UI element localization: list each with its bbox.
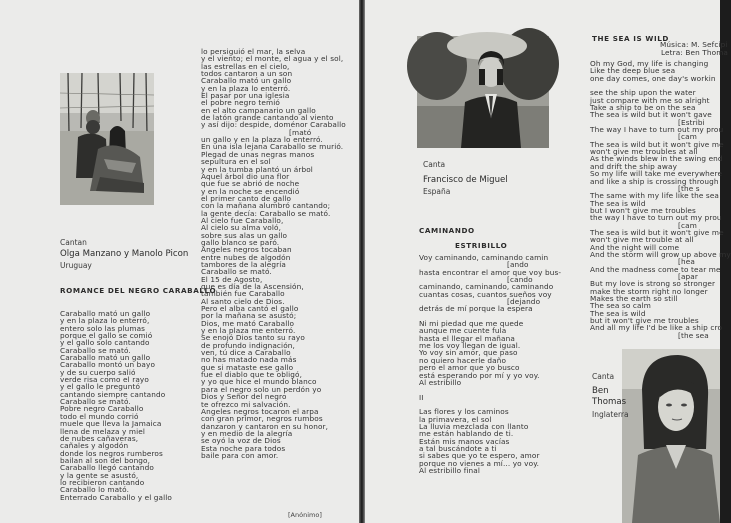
song-title-2: THE SEA IS WILD: [592, 34, 669, 43]
lyric-line: cuantas cosas, cuantos sueños voy: [419, 289, 552, 299]
lyric-line: de latón grande cantando al viento: [201, 113, 334, 123]
lyric-line: Caraballo lo mató.: [60, 485, 130, 495]
lyric-line: cañales y algodón: [60, 441, 129, 451]
lyric-line: verde risa como el rayo: [60, 375, 149, 385]
lyric-line: and drift the ship away: [590, 161, 678, 171]
performer2-first: Ben: [592, 386, 609, 396]
lyric-line: Take a ship to be on the sea: [590, 103, 696, 113]
lyric-line: Pobre negro Caraballo: [60, 404, 144, 414]
lyric-line: but I won't give me troubles: [590, 205, 696, 215]
lyric-line: make the storm right no longer: [590, 286, 708, 296]
lyric-line: entero solo las plumas: [60, 323, 146, 333]
left-page: [0, 0, 359, 523]
lyric-line: todos cantaron a un son: [201, 69, 293, 79]
lyric-line: no quiero hacerle daño: [419, 355, 507, 365]
lyric-line: see the ship upon the water: [590, 88, 696, 98]
lyric-line: todo el mundo corrió: [60, 411, 139, 421]
lyric-line: won't give me trouble at all: [590, 235, 694, 245]
singer-photo-2: [622, 349, 720, 523]
lyric-line: [Estribi: [678, 117, 705, 127]
lyric-line: El 15 de Agosto,: [201, 274, 263, 284]
lyric-line: La lluvia mezclada con llanto: [419, 421, 529, 431]
lyric-line: Caraballo montó un bayo: [60, 360, 156, 370]
lyric-line: aunque me cuente fula: [419, 326, 507, 336]
caption2-label: Canta: [592, 372, 615, 381]
lyric-line: fue el diablo que te obligó,: [201, 370, 303, 380]
lyric-line: donde los negros rumberos: [60, 448, 163, 458]
lyric-line: entre nubes de algodón: [201, 252, 291, 262]
lyric-line: The same with my life like the sea: [590, 191, 720, 201]
lyric-line: Voy caminando, caminando camin: [419, 253, 549, 262]
lyric-line: si sabes que yo te espero, amor: [419, 451, 540, 461]
lyric-line: cantando siempre cantando: [60, 389, 166, 399]
lyric-line: And the night will come: [590, 242, 680, 252]
lyrics-column-1: [60, 310, 172, 501]
lyric-line: and like a ship is crossing through: [590, 176, 719, 186]
lyric-line: hasta el llegar el mañana: [419, 333, 515, 343]
lyric-line: Al estribillo: [419, 377, 462, 387]
performer-country: Uruguay: [60, 261, 92, 270]
lyric-line: [hea: [678, 257, 695, 267]
lyric-line: won't give me troubles at all: [590, 147, 698, 157]
lyric-line: [419, 386, 561, 393]
lyric-line: [apar: [678, 271, 699, 281]
lyric-line: the way I have to turn out my prou: [590, 213, 722, 223]
lyric-line: sepultura en el sol: [201, 157, 271, 167]
lyric-line: está esperando por mí y yo voy.: [419, 370, 540, 380]
duo-photo: [60, 73, 154, 205]
lyric-line: [dejando: [507, 297, 541, 307]
lyric-line: y en la plaza me enterró.: [201, 326, 296, 336]
lyric-line: Yo voy sin amor, que paso: [419, 348, 518, 358]
lyrics-column-2: [590, 60, 731, 339]
lyric-line: Dios, me mató Caraballo: [201, 318, 295, 328]
lyric-line: The sea is wild but it won't give me: [590, 139, 724, 149]
lyric-line: The sea is wild: [590, 198, 646, 208]
lyric-line: pero el amor que yo busco: [419, 363, 520, 373]
lyric-line: Al cielo fue Caraballo,: [201, 215, 284, 225]
lyrics-column-2: [201, 48, 346, 459]
lyric-line: Al santo cielo de Dios.: [201, 296, 285, 306]
lyric-line: ven, tú dice a Caraballo: [201, 348, 291, 358]
lyric-line: [cam: [678, 220, 697, 230]
lyric-line: As the winds blew in the swing end: [590, 154, 723, 164]
lyric-line: one day comes, one day's workin: [590, 73, 716, 83]
performer2-last: Thomas: [592, 397, 627, 407]
lyric-line: con la mañana alumbró cantando;: [201, 201, 331, 211]
lyric-line: y el gallo le preguntó: [60, 382, 141, 392]
lyric-line: Caraballo mató un gallo: [60, 353, 151, 363]
lyric-line: la gente decía: Caraballo se mató.: [201, 208, 331, 218]
right-page: [365, 0, 731, 523]
lyric-line: But my love is strong so stronger: [590, 279, 716, 289]
lyric-line: lo persiguió el mar, la selva: [201, 47, 306, 56]
caption-label: Cantan: [60, 238, 87, 247]
lyric-line: but it won't give me troubles: [590, 316, 699, 326]
lyric-line: The sea is wild: [590, 308, 646, 318]
lyric-line: a tal buscándote a ti: [419, 443, 497, 453]
credit-music: Música: M. Sefcipi: [660, 40, 728, 49]
lyric-line: Dios y Señor del negro: [201, 392, 287, 402]
lyric-line: y el gallo solo cantando: [60, 338, 150, 348]
lyric-line: Caraballo se mató.: [201, 267, 272, 277]
lyric-line: baile para con amor.: [201, 450, 279, 460]
lyric-line: Caraballo se mató.: [60, 345, 131, 355]
lyric-line: lo recibieron cantando: [60, 477, 145, 487]
lyric-line: y en la tumba plantó un árbol: [201, 164, 313, 174]
lyrics-column-1: [419, 254, 561, 474]
lyric-line: Oh my God, my life is changing: [590, 59, 709, 68]
performer2-country: Inglaterra: [592, 410, 629, 419]
lyric-line: Makes the earth so still: [590, 294, 678, 303]
lyric-line: y en la plaza lo enterró.: [201, 83, 291, 93]
lyric-line: And the madness come to tear me: [590, 264, 721, 274]
lyric-line: Al estribillo final: [419, 465, 481, 475]
lyric-line: sobre sus alas un gallo: [201, 230, 288, 240]
lyric-line: me están hablando de ti.: [419, 429, 514, 439]
performer-country: España: [423, 187, 451, 196]
lyric-line: no has matado nada más: [201, 355, 297, 365]
lyric-line: II: [419, 392, 424, 402]
lyric-line: The sea is wild but it won't give me: [590, 227, 724, 237]
lyric-line: Pero el alba cantó el gallo: [201, 304, 299, 314]
lyric-line: Ni mi piedad que me quede: [419, 319, 524, 329]
lyric-line: Like the deep blue sea: [590, 66, 676, 76]
lyric-line: Angeles negros tocaban: [201, 245, 292, 255]
lyric-line: El pasar por una iglesia: [201, 91, 290, 101]
lyric-line: muele que lleva la Jamaica: [60, 419, 162, 429]
lyric-line: Caraballo se mató.: [60, 397, 131, 407]
lyric-line: The way I have to turn out my prou: [590, 125, 724, 135]
lyric-line: gallo blanco se paró.: [201, 237, 280, 247]
lyric-line: me los voy llegan de igual.: [419, 341, 521, 351]
lyric-line: Caraballo mató un gallo: [60, 309, 151, 318]
lyric-line: Angeles negros tocaron el arpa: [201, 406, 319, 416]
lyric-line: Plegad de unas negras manos: [201, 149, 315, 159]
lyric-line: se oyó la voz de Dios: [201, 436, 281, 446]
lyric-line: con gran primor, negros rumbos: [201, 414, 323, 424]
lyric-line: [mató: [289, 127, 312, 137]
performer-name: Olga Manzano y Manolo Picon: [60, 249, 189, 259]
chorus-heading: ESTRIBILLO: [455, 241, 508, 250]
lyric-line: y el viento; el monte, el agua y el sol,: [201, 54, 344, 64]
lyric-line: [cando: [507, 275, 533, 285]
singer-photo-1: [417, 36, 549, 148]
lyric-line: Esta noche para todos: [201, 443, 286, 453]
lyric-line: [ando: [507, 260, 529, 270]
lyric-line: Caraballo mató un gallo: [201, 76, 292, 86]
lyric-line: en el alto campanario un gallo: [201, 105, 316, 115]
lyric-line: que fue se abrió de noche: [201, 179, 300, 189]
lyric-line: bailan al son del bongo,: [60, 455, 151, 465]
lyric-line: detrás de mí porque la espera: [419, 304, 533, 314]
lyric-line: y la gente se asustó,: [60, 470, 139, 480]
lyric-line: porque no vienes a mí... yo voy.: [419, 458, 540, 468]
credit-lyrics: Letra: Ben Thoma: [661, 48, 729, 57]
lyric-line: And the storm will grow up above my: [590, 249, 731, 259]
lyric-line: y yo que hice el mundo blanco: [201, 377, 317, 387]
footnote: [Anónimo]: [288, 511, 322, 519]
lyric-line: llena de melaza y miel: [60, 426, 146, 436]
lyric-line: por la mañana se asustó;: [201, 311, 297, 321]
lyric-line: So my life will take me everywhere: [590, 169, 723, 179]
lyric-line: el pobre negro temió: [201, 98, 280, 108]
lyric-line: The sea so calm: [590, 301, 651, 311]
lyric-line: te ofrezco mi salvación.: [201, 399, 291, 409]
lyric-line: la primavera, el sol: [419, 414, 492, 424]
lyric-line: Se enojó Dios tanto su rayo: [201, 333, 305, 343]
lyric-line: que si mataste ese gallo: [201, 362, 294, 372]
lyric-line: [cam: [678, 132, 697, 142]
lyric-line: tambores de la alegría: [201, 259, 287, 269]
lyric-line: Están mis manos vacías: [419, 436, 510, 446]
lyric-line: danzaron y cantaron en su honor,: [201, 421, 329, 431]
lyric-line: un gallo y en la plaza lo enterró.: [201, 135, 323, 145]
lyric-line: también fue Caraballo: [201, 289, 285, 299]
lyric-line: Aquel árbol dio una flor: [201, 171, 290, 181]
lyric-line: Las flores y los caminos: [419, 407, 509, 417]
lyric-line: para el negro solo un perdón yo: [201, 384, 322, 394]
lyric-line: [the s: [678, 183, 700, 193]
lyric-line: y de su cuerpo salió: [60, 367, 136, 377]
song-title: ROMANCE DEL NEGRO CARABALLO: [60, 286, 217, 295]
lyric-line: The sea is wild but it won't gave: [590, 110, 712, 120]
song-title: CAMINANDO: [419, 226, 475, 235]
lyric-line: y así dijo: despide, doménor Caraballo: [201, 120, 346, 130]
lyric-line: las estrellas en el cielo,: [201, 61, 290, 71]
lyric-line: [the sea: [678, 330, 709, 340]
lyric-line: y en la plaza lo enterró,: [60, 316, 150, 326]
performer-name: Francisco de Miguel: [423, 175, 508, 185]
caption-label: Canta: [423, 160, 446, 169]
lyric-line: hasta encontrar el amor que voy bus-: [419, 267, 562, 277]
lyric-line: En una isla lejana Caraballo se murió.: [201, 142, 344, 152]
lyric-line: y en medio de la alegría: [201, 428, 293, 438]
lyric-line: de profundo indignación,: [201, 340, 295, 350]
lyric-line: y en la noche se encendió: [201, 186, 300, 196]
lyric-line: caminando, caminando, caminando: [419, 282, 554, 292]
lyric-line: que es día de la Ascensión,: [201, 282, 304, 291]
lyric-line: And all my life I'd be like a ship cro: [590, 323, 723, 333]
lyric-line: porque el gallo se comió: [60, 331, 153, 341]
lyric-line: Enterrado Caraballo y el gallo: [60, 492, 173, 502]
lyric-line: Caraballo llegó cantando: [60, 463, 154, 473]
lyric-line: de nubes cañaveras,: [60, 433, 139, 443]
lyric-line: just compare with me so alright: [590, 95, 710, 105]
lyric-line: Al cielo su alma voló,: [201, 223, 282, 233]
lyric-line: el primer canto de gallo: [201, 193, 292, 203]
